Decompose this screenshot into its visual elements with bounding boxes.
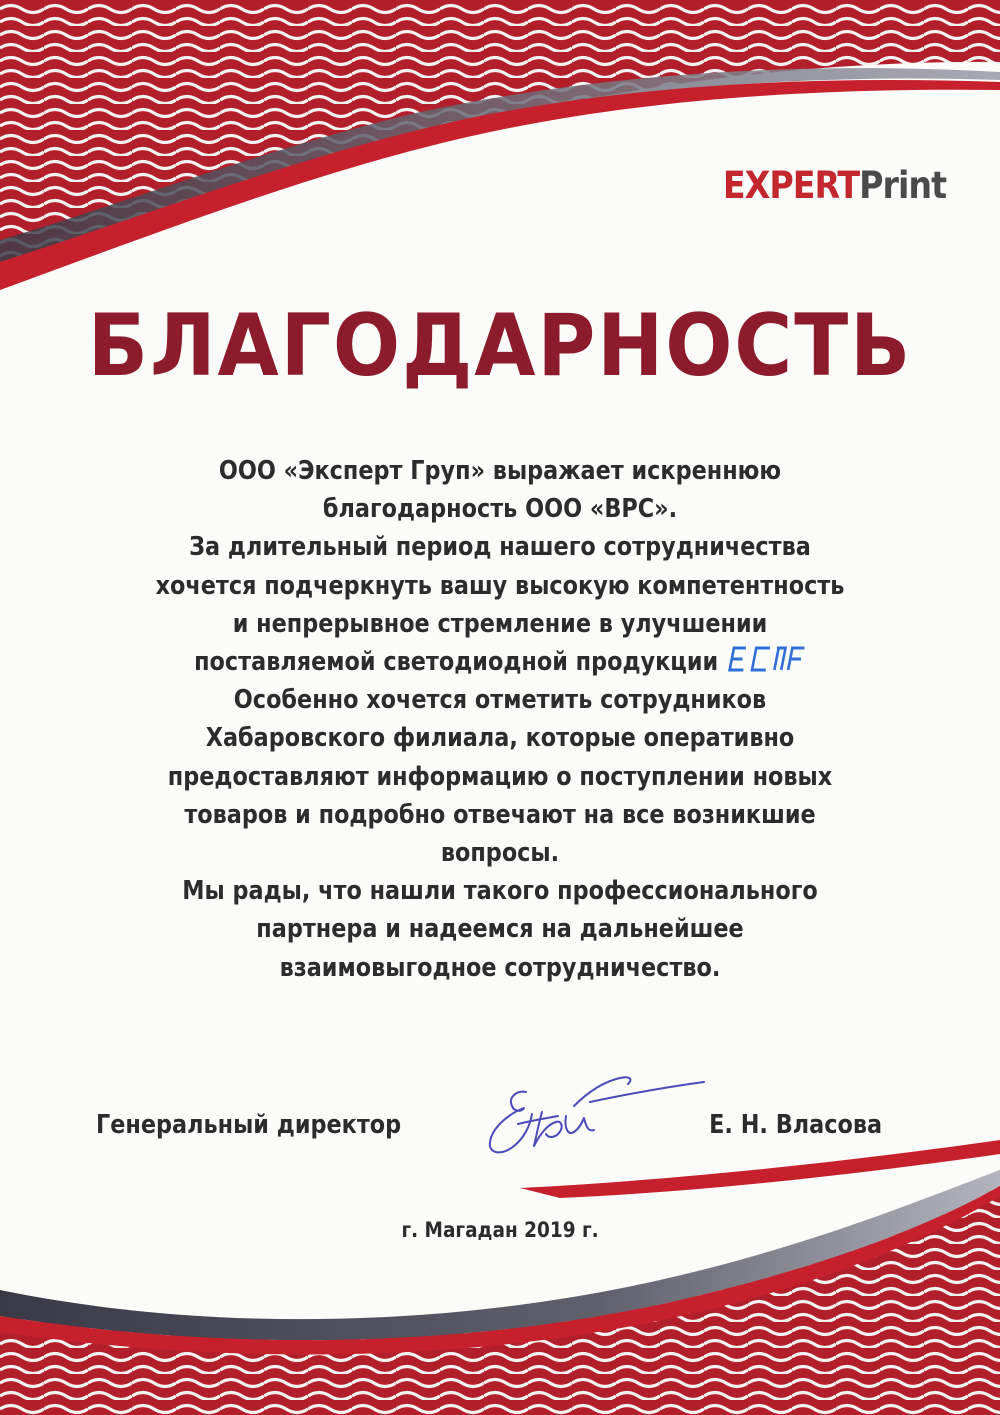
logo-part-print: Print: [859, 164, 946, 207]
text-line: За длительный период нашего сотрудничества: [189, 532, 811, 563]
text-line: хочется подчеркнуть вашу высокую компетентность: [155, 570, 845, 601]
text-line: товаров и подробно отвечают на все возникшие: [184, 799, 816, 830]
signatory-name: Е. Н. Власова: [709, 1110, 882, 1140]
text-line: благодарность ООО «ВРС».: [322, 494, 678, 525]
place-date-text: г. Магадан 2019 г.: [401, 1218, 599, 1242]
text-line: Мы рады, что нашли такого профессионального: [182, 876, 818, 907]
expertprint-logo: [723, 166, 946, 206]
signatory-position: Генеральный директор: [96, 1110, 402, 1140]
text-line: партнера и надеемся на дальнейшее: [256, 914, 744, 945]
bottom-wave-decoration: [0, 1140, 1000, 1415]
page-title: БЛАГОДАРНОСТЬ: [87, 296, 913, 396]
text-line: ООО «Эксперт Груп» выражает искреннюю: [218, 456, 782, 486]
text-line-with-logo: [122, 643, 879, 681]
text-line: и непрерывное стремление в улучшении: [232, 608, 768, 639]
text-line: Хабаровского филиала, которые оперативно: [205, 723, 795, 754]
logo-part-expert: EXPERT: [722, 164, 860, 207]
text-line: поставляемой светодиодной продукции: [194, 647, 719, 678]
text-line: вопросы.: [440, 838, 560, 869]
text-line: взаимовыгодное сотрудничество.: [279, 952, 721, 983]
ecf-brand-logo: [727, 644, 806, 674]
text-line: предоставляют информацию о поступлении новых: [167, 761, 833, 792]
gratitude-text: [60, 452, 940, 987]
text-line: Особенно хочется отметить сотрудников: [233, 685, 767, 716]
